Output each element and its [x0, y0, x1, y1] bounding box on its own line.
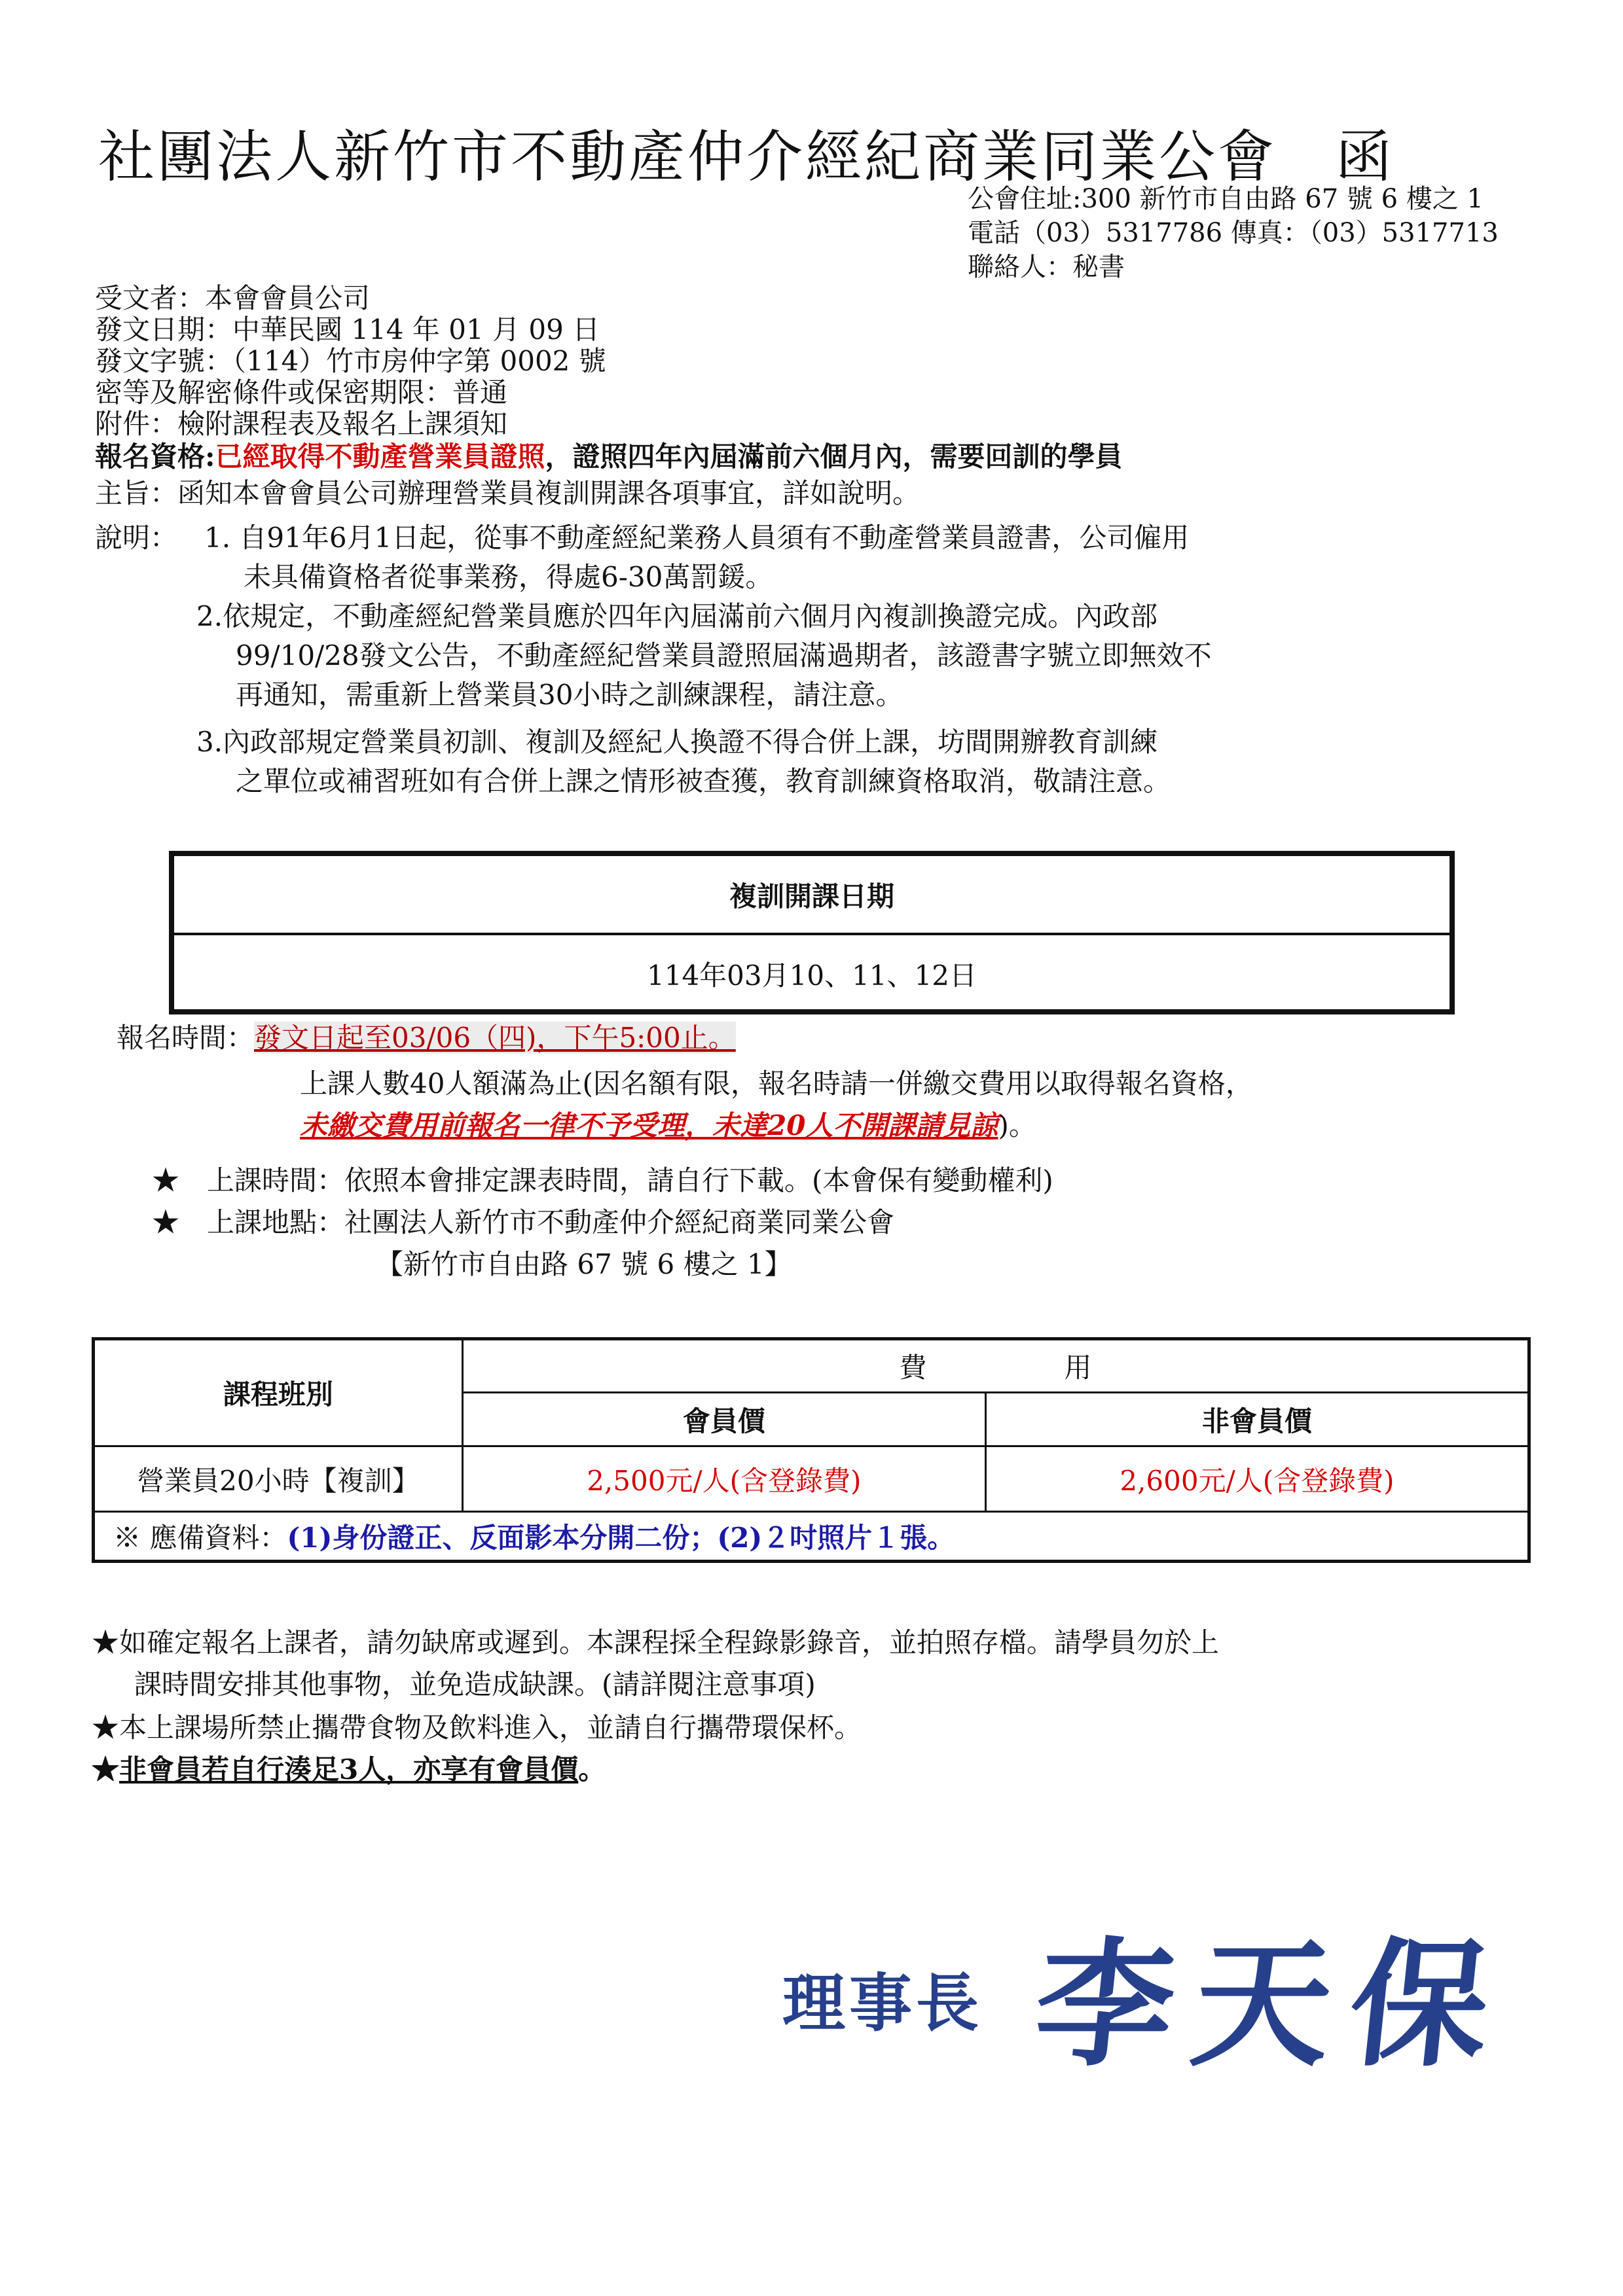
registration-warning-end: )。	[998, 1109, 1036, 1141]
course-dates-box	[169, 851, 1455, 1014]
explanation-item-2-line-2: 99/10/28發文公告，不動產經紀營業員證照屆滿過期者，該證書字號立即無效不	[236, 639, 1212, 672]
note-2: ★本上課場所禁止攜帶食物及飲料進入，並請自行攜帶環保杯。	[92, 1712, 862, 1744]
explanation-item-2-line-1: 2.依規定，不動產經紀營業員應於四年內屆滿前六個月內複訓換證完成。內政部	[196, 600, 1158, 632]
note-3-star: ★	[92, 1753, 120, 1785]
explanation-item-1-line-1: 1. 自91年6月1日起，從事不動產經紀業務人員須有不動產營業員證書，公司僱用	[204, 522, 1190, 554]
required-documents-value: (1)身份證正、反面影本分開二份；(2)２吋照片１張。	[287, 1522, 955, 1554]
class-time: ★ 上課時間：依照本會排定課表時間，請自行下載。(本會保有變動權利)	[152, 1164, 1053, 1196]
explanation-item-3-line-2: 之單位或補習班如有合併上課之情形被查獲，教育訓練資格取消，敬請注意。	[236, 765, 1171, 797]
doc-number: 發文字號：（114）竹市房仲字第 0002 號	[95, 345, 606, 377]
fee-row-member: 2,500元/人(含登錄費)	[462, 1446, 985, 1512]
fee-col-course: 課程班別	[94, 1339, 463, 1446]
registration-capacity: 上課人數40人額滿為止(因名額有限，報名時請一併繳交費用以取得報名資格，	[300, 1067, 1253, 1100]
fee-table	[92, 1337, 1531, 1563]
address-line: 公會住址:300 新竹市自由路 67 號 6 樓之 1	[968, 184, 1484, 214]
fee-col-member: 會員價	[462, 1393, 985, 1446]
note-3-end: 。	[578, 1753, 606, 1785]
registration-period-text: 發文日起至03/06（四)，下午5:00止	[254, 1022, 708, 1054]
class-place: ★ 上課地點：社團法人新竹市不動產仲介經紀商業同業公會	[152, 1206, 895, 1238]
note-1-line-2: 課時間安排其他事物，並免造成缺課。(請詳閱注意事項)	[134, 1668, 816, 1700]
eligibility	[95, 440, 1123, 474]
subject: 主旨：函知本會會員公司辦理營業員複訓開課各項事宜，詳如說明。	[95, 477, 921, 509]
eligibility-label: 報名資格:	[95, 440, 215, 473]
class-place-address: 【新竹市自由路 67 號 6 樓之 1】	[376, 1248, 792, 1280]
registration-period	[117, 1021, 736, 1055]
required-documents	[94, 1512, 1529, 1562]
explanation-item-2-line-3: 再通知，需重新上營業員30小時之訓練課程，請注意。	[236, 679, 903, 711]
fee-col-fee: 費 用	[462, 1339, 1529, 1393]
document-title: 社團法人新竹市不動產仲介經紀商業同業公會 函	[98, 124, 1395, 190]
note-3-text: 非會員若自行湊足3人，亦享有會員價	[119, 1753, 579, 1785]
fee-row-nonmember: 2,600元/人(含登錄費)	[985, 1446, 1529, 1512]
note-3	[92, 1753, 606, 1787]
explanation-item-3-line-1: 3.內政部規定營業員初訓、複訓及經紀人換證不得合併上課，坊間開辦教育訓練	[196, 726, 1158, 758]
course-dates-value: 114年03月10、11、12日	[647, 959, 977, 992]
eligibility-rest: ，證照四年內屆滿前六個月內，需要回訓的學員	[545, 440, 1123, 473]
fee-row-course: 營業員20小時【複訓】	[94, 1446, 463, 1512]
registration-label: 報名時間：	[117, 1022, 255, 1054]
course-dates-header: 複訓開課日期	[174, 856, 1450, 935]
explanation-prefix: 說明：	[95, 522, 178, 554]
fee-col-nonmember: 非會員價	[985, 1393, 1529, 1446]
signature-title: 理事長	[782, 1966, 983, 2040]
explanation-item-1-line-2: 未具備資格者從事業務，得處6-30萬罰鍰。	[244, 561, 773, 593]
attachment: 附件：檢附課程表及報名上課須知	[95, 408, 508, 440]
note-1-line-1: ★如確定報名上課者，請勿缺席或遲到。本課程採全程錄影錄音，並拍照存檔。請學員勿於上	[92, 1626, 1220, 1659]
contact-line: 聯絡人：秘書	[968, 252, 1125, 282]
registration-period-value	[254, 1022, 736, 1054]
recipient: 受文者：本會會員公司	[95, 282, 371, 314]
issue-date: 發文日期：中華民國 114 年 01 月 09 日	[95, 314, 600, 346]
signature-name: 李天保	[1028, 1924, 1517, 2085]
eligibility-highlight: 已經取得不動產營業員證照	[215, 440, 545, 473]
registration-period-end: 。	[708, 1022, 736, 1054]
registration-warning	[300, 1109, 1036, 1143]
security-level: 密等及解密條件或保密期限：普通	[95, 376, 508, 408]
phone-line: 電話（03）5317786 傳真：（03）5317713	[968, 218, 1499, 248]
required-documents-label: ※ 應備資料：	[113, 1522, 287, 1554]
registration-warning-text: 未繳交費用前報名一律不予受理，未達20人不開課請見諒	[300, 1109, 998, 1141]
